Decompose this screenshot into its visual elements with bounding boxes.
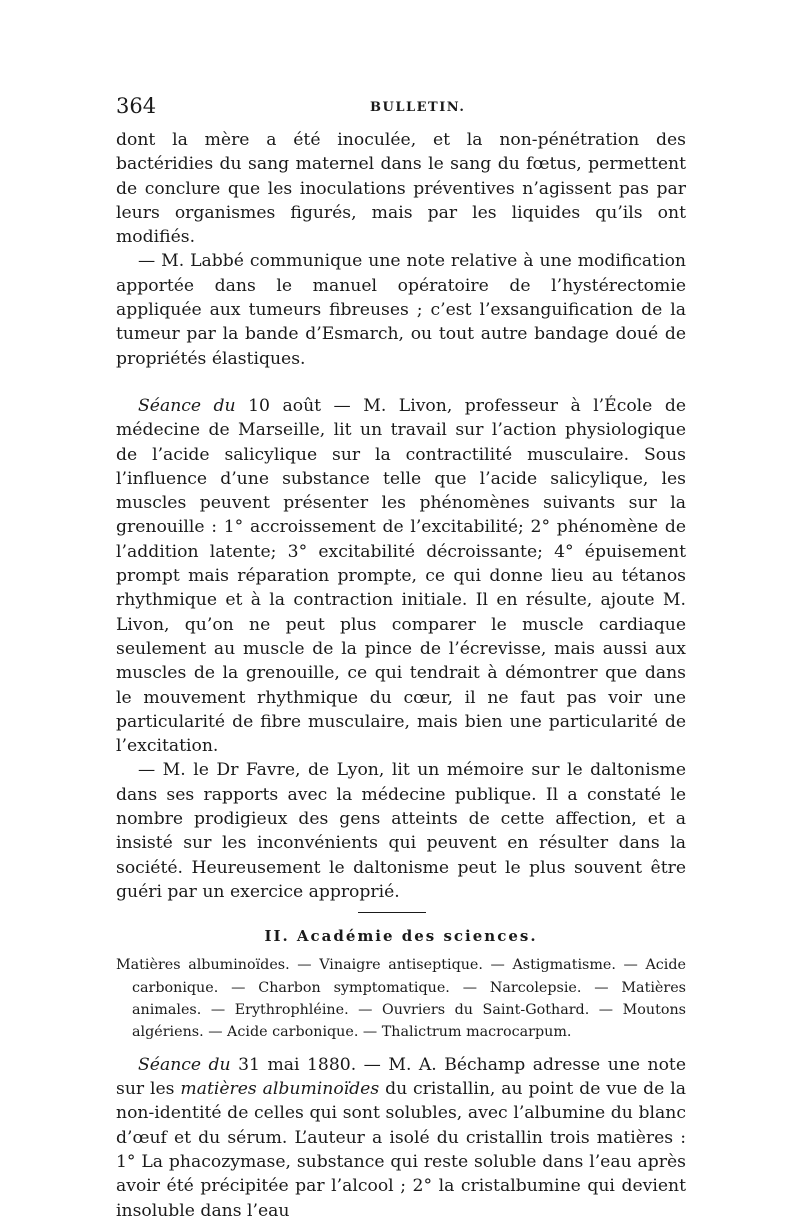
paragraph-session-august — [116, 394, 686, 758]
paragraph-labbe: — M. Labbé communique une note relative à une modification apportée dans le manuel opératoire de l’hystérectomie appliquée aux tumeurs fibreuses ; c’est l’exsanguification de la tumeur par la bande d’Esmarch, ou tout autre bandage doué de propriétés élastiques. — [116, 251, 686, 369]
section-summary: Matières albuminoïdes. — Vinaigre antiseptique. — Astigmatisme. — Acide carbonique. — Charbon symptomatique. — Narcolepsie. — Matières animales. — Erythrophléine. — Ouvriers du Saint-Gothard. — Moutons algériens. — Acide carbonique. — Thalictrum macrocarpum. — [116, 957, 686, 1041]
paragraph-continuation: dont la mère a été inoculée, et la non-pénétration des bactéridies du sang maternel dans le sang du fœtus, permettent de conclure que les inoculations préventives n’agissent pas par leurs organismes figurés, mais par les liquides qu’ils ont modifiés. — [116, 130, 686, 248]
session-year: 1880. — [299, 1054, 357, 1075]
section-title: II. Académie des sciences. — [264, 927, 538, 946]
session-date: 10 août — [248, 395, 322, 416]
session-heading: Séance du — [138, 395, 236, 416]
session-date: 31 mai — [238, 1054, 300, 1075]
running-title: BULLETIN. — [370, 100, 466, 115]
paragraph-gap — [116, 371, 686, 394]
session-intro: — M. A. Béchamp adresse une note sur les — [116, 1054, 686, 1100]
paragraph-favre: — M. le Dr Favre, de Lyon, lit un mémoire sur le daltonisme dans ses rapports avec la médecine publique. Il a constaté le nombre prodigieux des gens atteints de cette affection, et a insisté sur les inconvénients qui peuvent en résulter dans la société. Heureusement le daltonisme peut le plus souvent être guéri par un exercice approprié. — [116, 760, 686, 902]
paragraph-session-may — [116, 1053, 686, 1223]
page-header — [116, 94, 686, 124]
page-number: 364 — [116, 94, 157, 118]
session-text: du cristallin, au point de vue de la non-identité de celles qui sont solubles, avec l’albumine du blanc d’œuf et du sérum. L’auteur a isolé du cristallin trois matières : 1° La phacozymase, substance qui reste soluble dans l’eau après avoir été précipitée par l’alcool ; 2° la cristalbumine qui devient insoluble dans l’eau — [116, 1079, 686, 1221]
section-divider — [358, 912, 426, 913]
page-body — [116, 128, 686, 1223]
session-topic: matières albuminoïdes — [180, 1079, 380, 1100]
session-heading: Séance du — [138, 1054, 231, 1075]
session-text: — M. Livon, professeur à l’École de médecine de Marseille, lit un travail sur l’action physiologique de l’acide salicylique sur la contractilité musculaire. Sous l’influence d’une substance telle que l’acide salicylique, les muscles peuvent présenter les phénomènes suivants sur la grenouille : 1° accroissement de l’excitabilité; 2° phénomène de l’addition latente; 3° excitabilité décroissante; 4° épuisement prompt mais réparation prompte, ce qui donne lieu au tétanos rhythmique et à la contraction initiale. Il en résulte, ajoute M. Livon, qu’on ne peut plus comparer le muscle cardiaque seulement au muscle de la pince de l’écrevisse, mais aussi aux muscles de la grenouille, ce qui tendrait à démontrer que dans le mouvement rhythmique du cœur, il ne faut pas voir une particularité de fibre musculaire, mais bien une particularité de l’excitation. — [116, 395, 686, 757]
